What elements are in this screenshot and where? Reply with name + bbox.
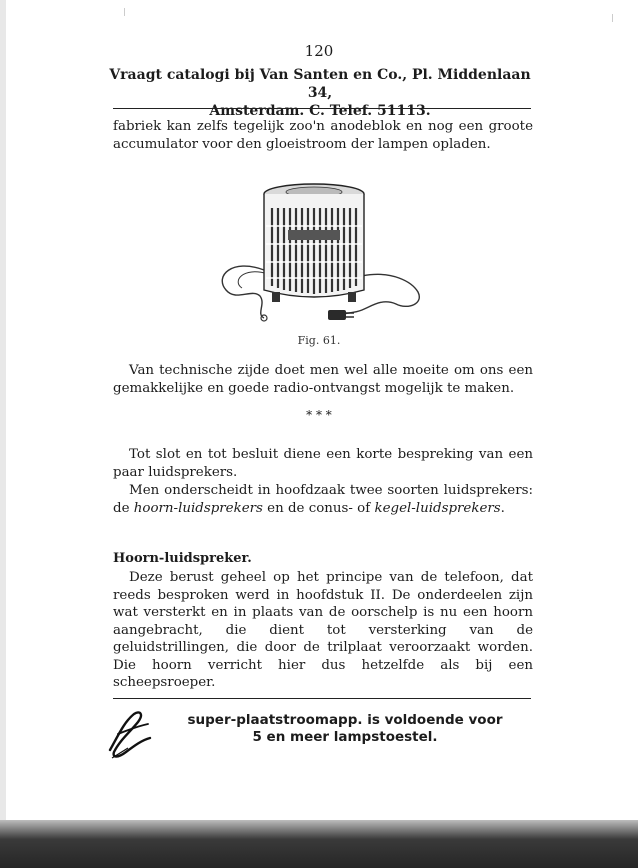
paragraph-5: Deze berust geheel op het principe van de telefoon, dat reeds besproken werd in hoofdstuk II. De onderdeelen zijn wat versterkt en in plaats van de oorschelp is nu een hoorn aangebracht, die dient tot versterking van de geluidstrillingen, die door de trilplaat veroorzaakt worden. Die hoorn verricht hier dus hetzelfde als bij een scheepsroeper.	[113, 570, 533, 690]
advertisement-rule	[113, 698, 531, 699]
term-kegel-luidsprekers: kegel-luidsprekers	[374, 500, 501, 516]
term-hoorn-luidsprekers: hoorn-luidsprekers	[133, 500, 263, 516]
advertisement-text	[156, 712, 534, 746]
advertisement	[104, 706, 534, 766]
ad-line-1: super-plaatstroomapp. is voldoende voor	[187, 712, 503, 728]
paragraph-2: Van technische zijde doet men wel alle moeite om ons een gemakkelijke en goede radio-ontvangst mogelijk te maken.	[113, 363, 533, 396]
wall-plug	[328, 310, 346, 320]
left-cable	[222, 266, 264, 318]
section-separator: * * *	[306, 408, 332, 422]
header-line-1: Vraagt catalogi bij Van Santen en Co., Pl. Middenlaan 34,	[109, 67, 531, 101]
header-line-2: Amsterdam. C. Telef. 51113.	[209, 103, 431, 119]
apparatus-foot	[348, 292, 356, 302]
scan-bottom-edge	[0, 820, 638, 868]
paragraph-1: fabriek kan zelfs tegelijk zoo'n anodeblok en nog een groote accumulator voor den gloeistroom der lampen opladen.	[113, 119, 533, 152]
radiator-apparatus-figure	[212, 178, 428, 328]
etafem-logo	[104, 706, 156, 762]
page-edge	[0, 0, 6, 868]
paragraph-3: Tot slot en tot besluit diene een korte bespreking van een paar luidsprekers.	[113, 447, 533, 480]
subheading: Hoorn-luidspreker.	[113, 551, 252, 566]
header-rule	[113, 108, 531, 109]
figure-caption: Fig. 61.	[297, 334, 341, 347]
ad-line-2: 5 en meer lampstoestel.	[252, 729, 438, 745]
apparatus-nameplate	[288, 230, 340, 240]
apparatus-foot	[272, 292, 280, 302]
paragraph-4: Men onderscheidt in hoofdzaak twee soorten luidsprekers: de hoorn-luidsprekers en de conus- of kegel-luidsprekers.	[113, 483, 533, 516]
page-header	[100, 66, 540, 120]
page-number: 120	[304, 42, 334, 60]
